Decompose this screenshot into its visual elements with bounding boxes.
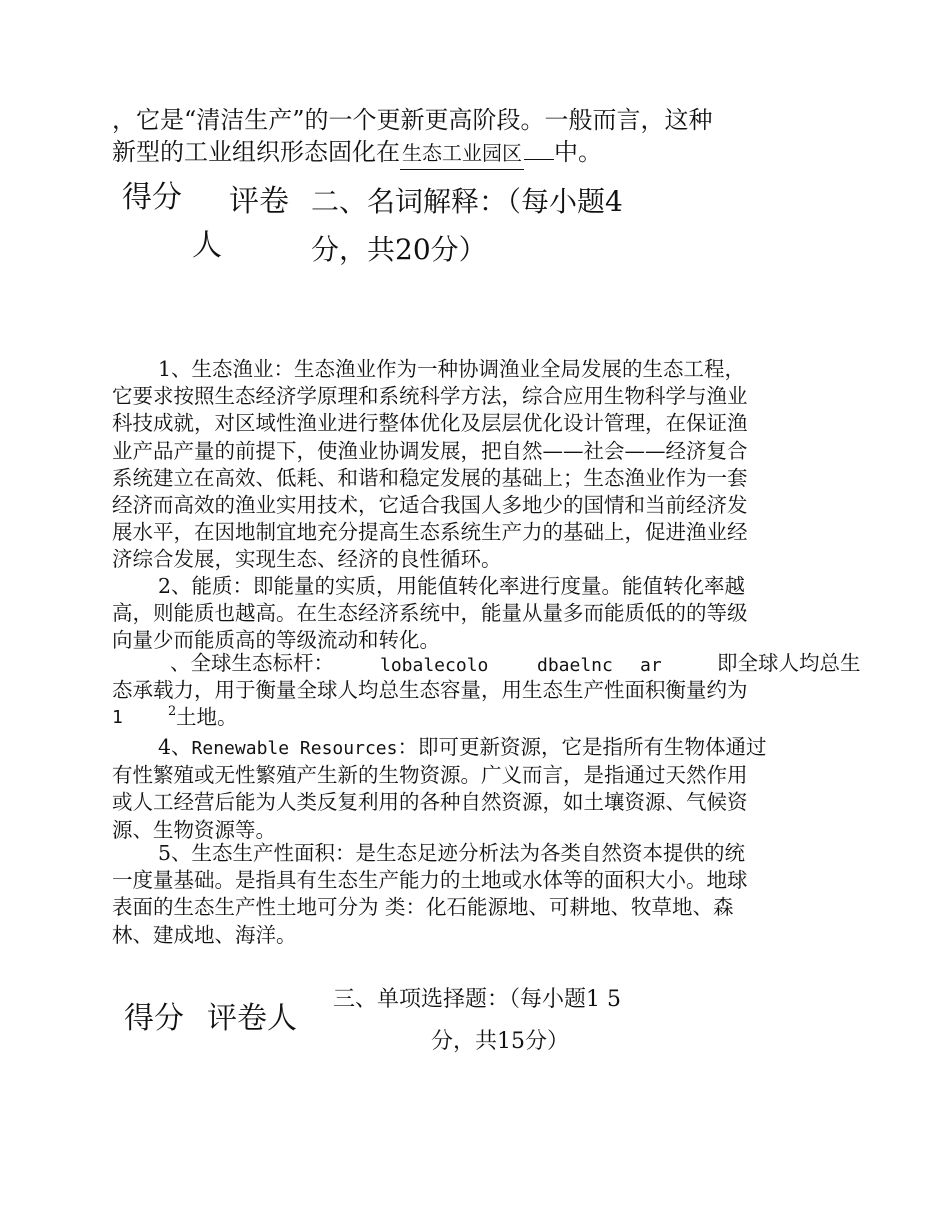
text-line [112,650,861,677]
text-line: 济综合发展，实现生态、经济的良性循环。 [112,547,502,572]
score-label: 得分 [124,1001,184,1036]
text-line: 2、能质：即能量的实质，用能值转化率进行度量。能值转化率越 [158,574,746,598]
text-line: 表面的生态生产性土地可分为 类：化石能源地、可耕地、牧草地、森 [112,895,734,920]
definition-renewable-resources [112,734,842,844]
reviewer-label: 评卷人 [207,1001,297,1036]
section-2-heading-cont: 分，共20分） [311,233,487,266]
text-line: 林、建成地、海洋。 [112,922,297,947]
intro-line-2-suffix: 中。 [554,138,602,166]
text-line: 一度量基础。是指具有生态生产能力的土地或水体等的面积大小。地球 [112,868,748,893]
fill-blank-answer: 生态工业园区 [400,137,524,170]
text-line: 科技成就，对区域性渔业进行整体优化及层层优化设计管理，在保证渔 [112,411,748,436]
reviewer-label: 评卷 [229,184,289,219]
definition-energy-quality [112,573,842,655]
definition-global-benchmark [112,650,861,731]
superscript-2: 2 [168,704,177,720]
text-line: 5、生态生产性面积：是生态足迹分析法为各类自然资本提供的统 [158,841,746,865]
intro-line-2-prefix: 新型的工业组织形态固化在 [112,138,400,166]
text-line: 有性繁殖或无性繁殖产生新的生物资源。广义而言，是指通过天然作用 [112,763,748,788]
section-2-heading: 二、名词解释：（每小题4 [311,185,623,218]
english-term-part: dbaelnc [537,655,613,676]
text-line: 经济而高效的渔业实用技术，它适合我国人多地少的国情和当前经济发 [112,493,748,518]
text-line: 高，则能质也越高。在生态经济系统中，能量从量多而能质低的的等级 [112,601,748,626]
score-label: 得分 [122,180,182,215]
text-fragment: 土地。 [176,705,238,730]
text-line [112,734,842,762]
definition-term: 、全球生态标杆： [170,651,334,675]
number-value: 1 [112,707,123,729]
text-line: 它要求按照生态经济学原理和系统科学方法，综合应用生物科学与渔业 [112,384,748,409]
text-fragment: 即全球人均总生 [717,651,861,675]
english-term: Renewable Resources [191,738,398,759]
text-fragment: ：即可更新资源，它是指所有生物体通过 [397,735,767,759]
text-line: 态承载力，用于衡量全球人均总生态容量，用生态生产性面积衡量约为 [112,678,748,702]
text-line: 展水平，在因地制宜地充分提高生态系统生产力的基础上，促进渔业经 [112,520,748,545]
text-line: 1、生态渔业：生态渔业作为一种协调渔业全局发展的生态工程， [158,357,746,381]
definition-ecological-productive-area [112,840,842,949]
text-line: 系统建立在高效、低耗、和谐和稳定发展的基础上；生态渔业作为一套 [112,465,748,490]
intro-line-1: ，它是“清洁生产”的一个更新更高阶段。一般而言，这种 [112,106,713,134]
section-3-heading-cont: 分，共15分） [431,1029,569,1054]
section-3-heading: 三、单项选择题：（每小题1 5 [333,987,621,1012]
english-term-part: lobalecolo [380,655,489,676]
text-line: 源、生物资源等。 [112,817,276,842]
blank-underline [524,159,554,160]
text-line: 业产品产量的前提下，使渔业协调发展，把自然——社会——经济复合 [112,438,748,463]
english-term-part: ar [640,655,662,676]
definition-ecological-fishery [112,356,842,574]
text-line: 或人工经营后能为人类反复利用的各种自然资源，如土壤资源、气候资 [112,790,748,815]
intro-line-2 [112,136,602,170]
text-line [112,704,842,731]
text-line: 向量少而能质高的等级流动和转化。 [112,628,440,653]
item-number: 4、 [158,735,192,759]
reviewer-label-cont: 人 [192,228,222,263]
